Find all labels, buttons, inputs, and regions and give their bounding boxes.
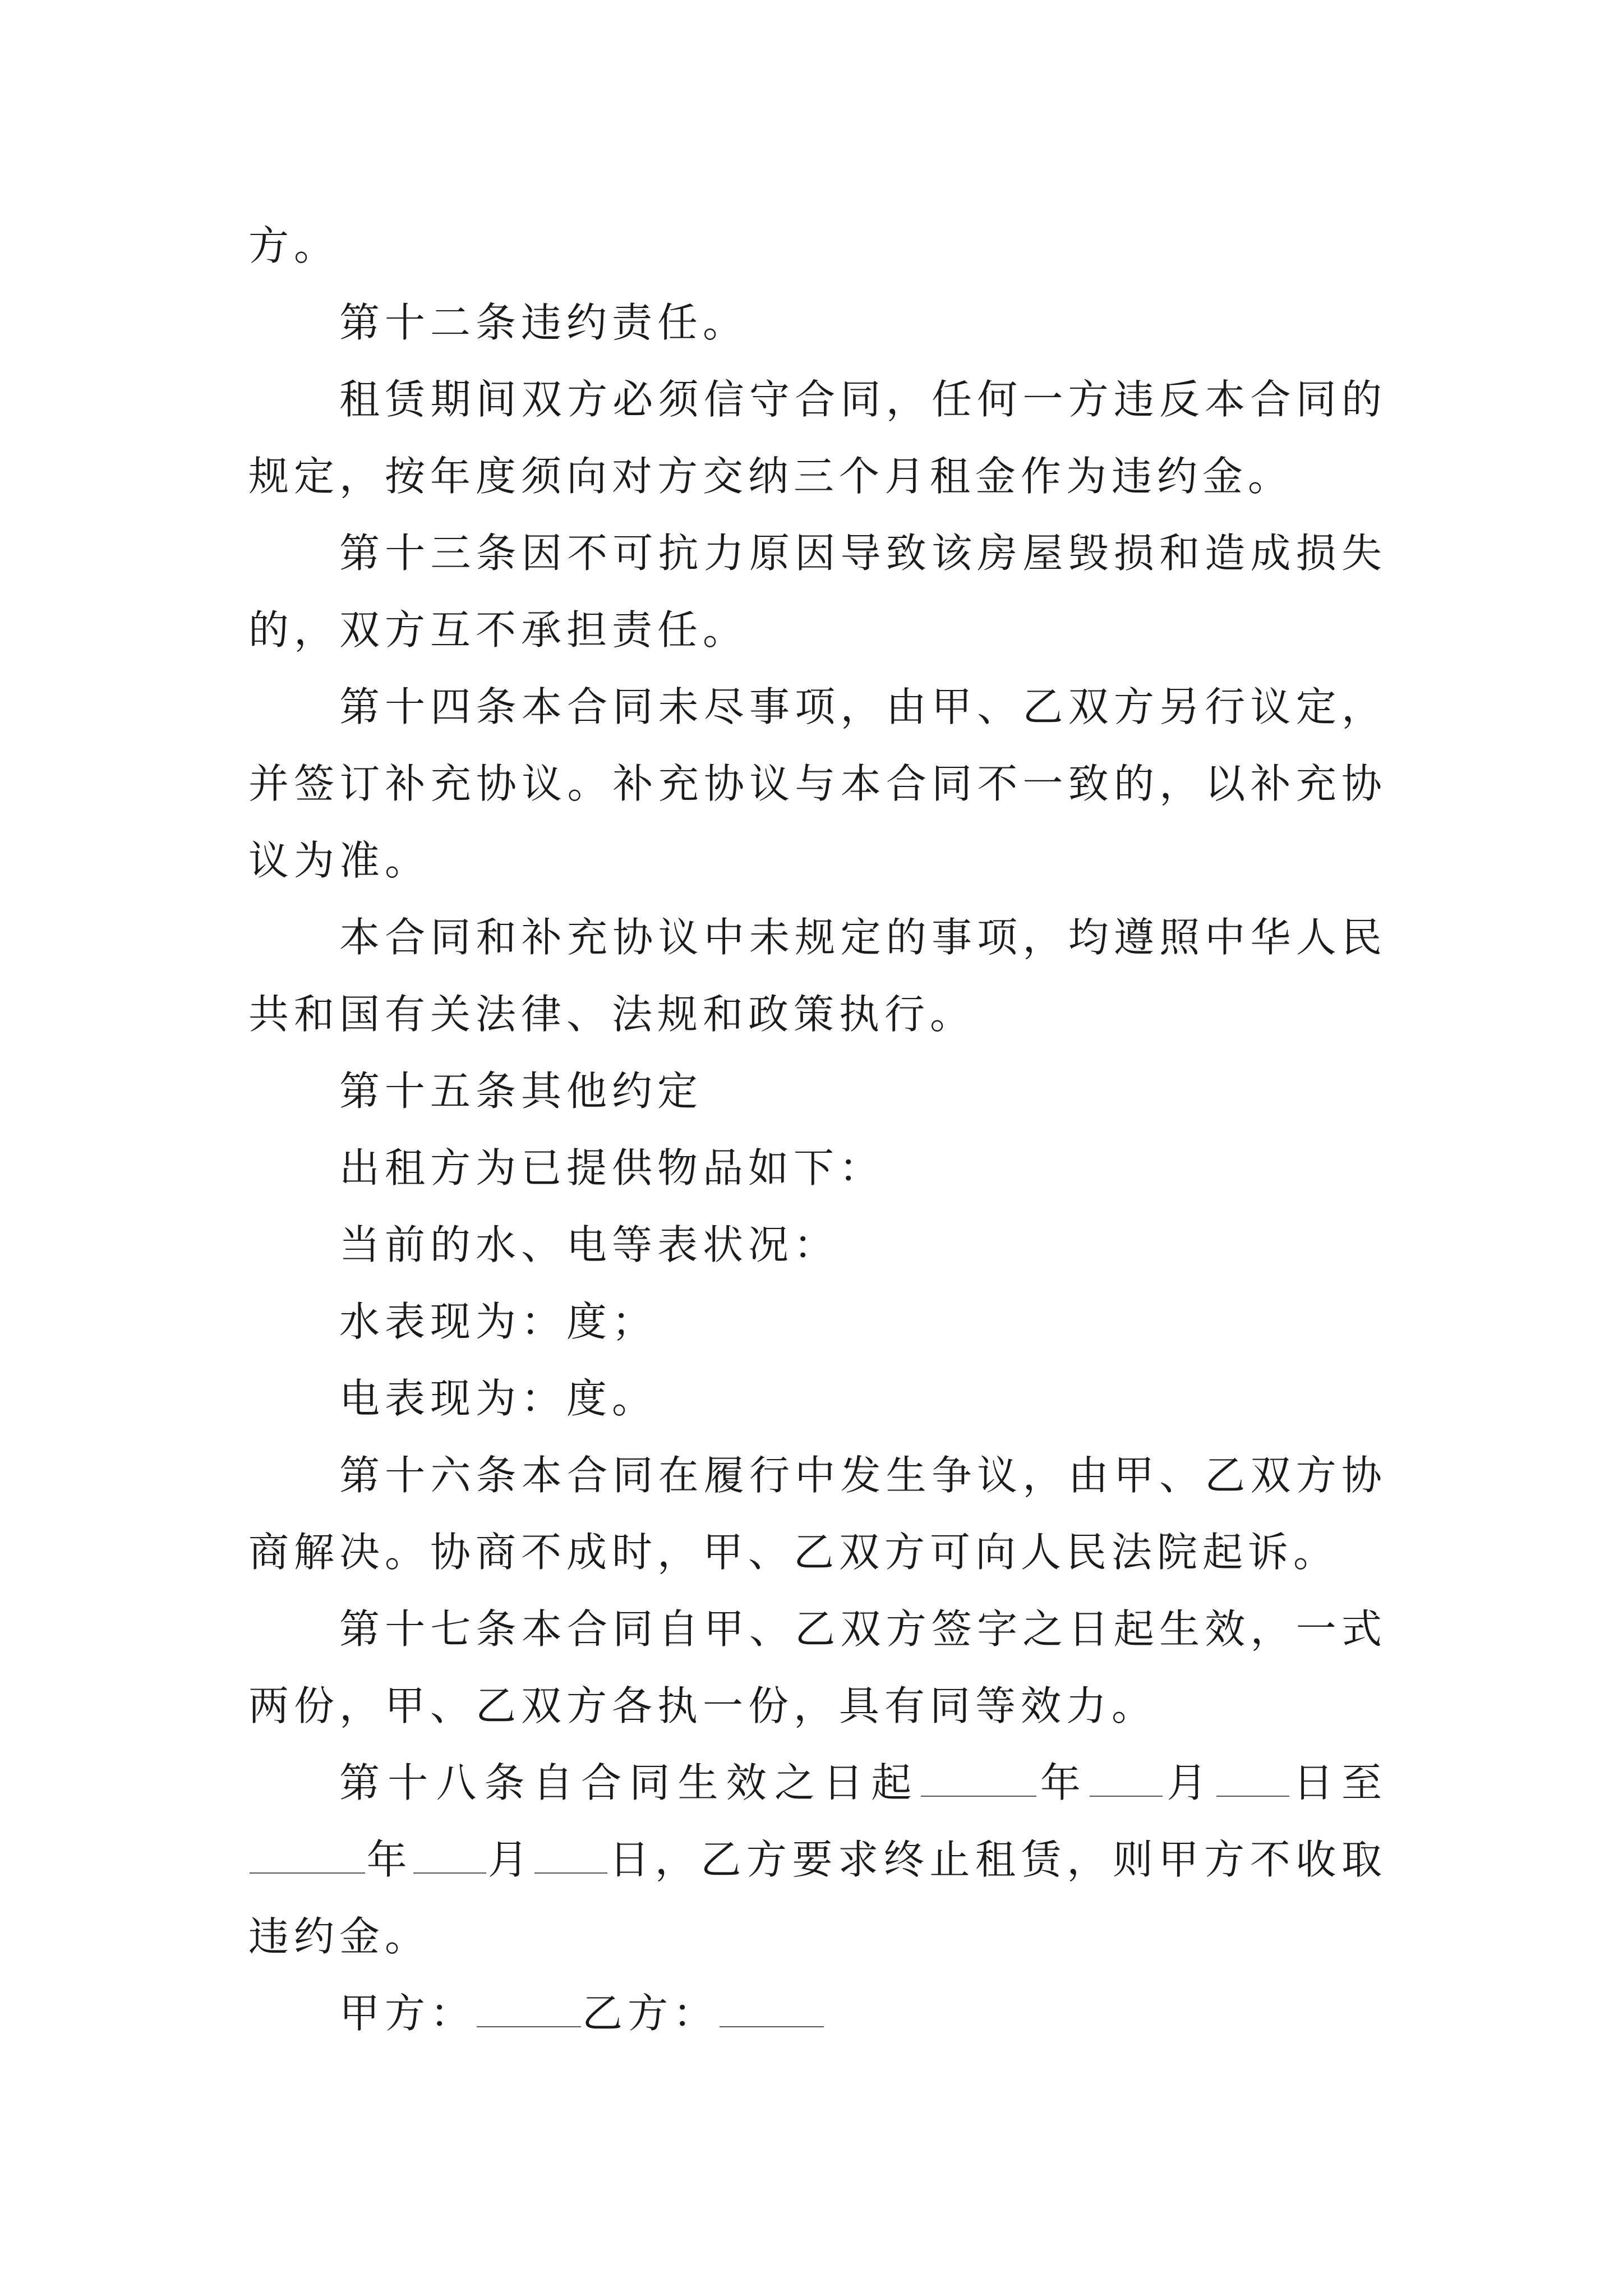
article-18-prefix: 第十八条自合同生效之日起 — [339, 1759, 920, 1806]
end-day-text: 日，乙方要求终止租赁，则甲方不收取违约金。 — [248, 1836, 1387, 1960]
article-18 — [248, 1745, 1387, 1975]
electric-meter-line: 电表现为：度。 — [339, 1375, 658, 1422]
article-13: 第十三条因不可抗力原因导致该房屋毁损和造成损失的，双方互不承担责任。 — [248, 530, 1387, 654]
end-month-label: 月 — [487, 1836, 534, 1883]
signature-line — [248, 1975, 1387, 2052]
article-12-heading: 第十二条违约责任。 — [339, 299, 749, 346]
party-b-signature-blank — [720, 1981, 824, 2027]
party-a-label: 甲方： — [339, 1990, 476, 2037]
article-16: 第十六条本合同在履行中发生争议，由甲、乙双方协商解决。协商不成时，甲、乙双方可向人民法院起诉。 — [248, 1452, 1387, 1576]
start-day-blank — [1216, 1751, 1289, 1797]
party-b-label: 乙方： — [582, 1990, 719, 2037]
end-year-label: 年 — [366, 1836, 413, 1883]
end-year-blank — [250, 1828, 365, 1874]
contract-body — [248, 208, 1387, 2052]
paragraph-continuation: 方。 — [248, 222, 340, 269]
water-meter-line: 水表现为：度； — [339, 1298, 658, 1345]
party-a-signature-blank — [477, 1981, 581, 2027]
start-year-label: 年 — [1037, 1759, 1089, 1806]
start-month-blank — [1090, 1751, 1163, 1797]
meter-status-line: 当前的水、电等表状况： — [339, 1221, 840, 1268]
end-month-blank — [413, 1828, 486, 1874]
article-14: 第十四条本合同未尽事项，由甲、乙双方另行议定，并签订补充协议。补充协议与本合同不一致的，以补充协议为准。 — [248, 683, 1387, 884]
start-day-label: 日至 — [1290, 1759, 1387, 1806]
article-15-heading: 第十五条其他约定 — [339, 1068, 703, 1115]
start-year-blank — [921, 1751, 1036, 1797]
article-12-body: 租赁期间双方必须信守合同，任何一方违反本合同的规定，按年度须向对方交纳三个月租金作为违约金。 — [248, 376, 1387, 500]
end-day-blank — [534, 1828, 607, 1874]
article-17: 第十七条本合同自甲、乙双方签字之日起生效，一式两份，甲、乙双方各执一份，具有同等效力。 — [248, 1605, 1387, 1729]
legal-compliance-paragraph: 本合同和补充协议中未规定的事项，均遵照中华人民共和国有关法律、法规和政策执行。 — [248, 914, 1387, 1038]
provided-items-line: 出租方为已提供物品如下： — [339, 1144, 885, 1191]
start-month-label: 月 — [1164, 1759, 1215, 1806]
